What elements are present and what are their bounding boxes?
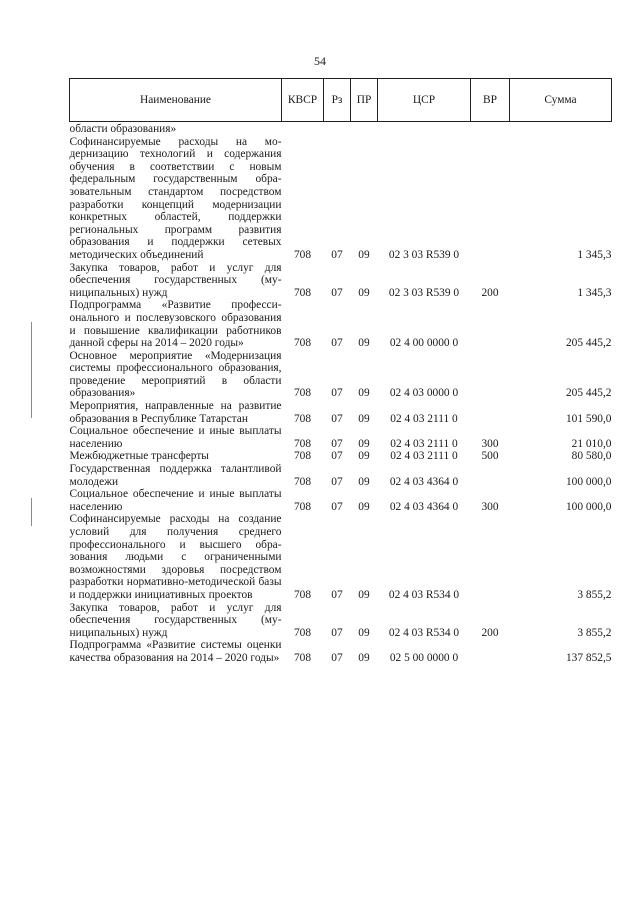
row-csr: 02 4 03 R534 0 (388, 626, 460, 639)
row-name: Закупка товаров, работ и услуг для обеспечения государственных (муниципальных) нужд (69, 261, 282, 299)
row-vr (471, 136, 510, 262)
row-rz: 07 (331, 588, 343, 601)
row-vr: 300 (481, 500, 499, 513)
header-vr: ВР (471, 79, 510, 122)
row-vr (471, 299, 510, 349)
row-name: Софинансируемые расходы на создание условий для получения среднего профессионального и высшего образования людьми с ограниченными возможностями здоровья посредством разработки нормативно-методической базы и поддержки инициативных проектов (69, 513, 282, 601)
row-sum: 100 000,0 (565, 475, 612, 488)
row-csr: 02 4 03 2111 0 (390, 412, 458, 425)
row-csr: 02 3 03 R539 0 (388, 248, 460, 261)
row-rz: 07 (331, 412, 343, 425)
row-rz: 07 (331, 475, 343, 488)
row-sum: 205 445,2 (565, 387, 612, 400)
row-kvsr: 708 (293, 387, 312, 400)
row-rz: 07 (331, 337, 343, 350)
table-row (70, 463, 612, 488)
row-pr: 09 (358, 475, 370, 488)
row-kvsr: 708 (293, 248, 312, 261)
row-sum: 101 590,0 (565, 412, 612, 425)
table-row (70, 136, 612, 262)
row-csr: 02 5 00 0000 0 (389, 651, 459, 664)
row-pr: 09 (358, 337, 370, 350)
table-row (70, 639, 612, 664)
row-pr: 09 (358, 412, 370, 425)
row-kvsr: 708 (293, 626, 312, 639)
row-rz: 07 (331, 626, 343, 639)
row-vr (471, 122, 510, 136)
row-name: области образования» (69, 123, 177, 135)
header-sum: Сумма (510, 79, 612, 122)
row-name: Подпрограмма «Развитие системы оценки качества образования на 2014 – 2020 годы» (69, 639, 282, 664)
row-pr: 09 (358, 588, 370, 601)
row-csr: 02 4 03 4364 0 (389, 475, 459, 488)
row-pr: 09 (358, 437, 370, 450)
row-vr (471, 400, 510, 425)
row-sum: 80 580,0 (571, 450, 612, 463)
table-row (70, 513, 612, 601)
row-rz: 07 (331, 248, 343, 261)
row-name: Подпрограмма «Развитие профессионального и послевузовского образования и повышение квалификации работников данной сферы на 2014 – 2020 годы» (69, 299, 282, 350)
header-pr: ПР (351, 79, 378, 122)
table-row (70, 425, 612, 450)
row-vr: 500 (481, 450, 499, 463)
header-rz: Рз (324, 79, 351, 122)
header-name: Наименование (70, 79, 282, 122)
row-pr: 09 (358, 626, 370, 639)
table-row (70, 350, 612, 400)
row-name: Государственная поддержка талантливой молодежи (69, 463, 282, 488)
row-csr: 02 4 00 0000 0 (389, 337, 459, 350)
row-sum: 1 345,3 (577, 248, 612, 261)
row-sum: 3 855,2 (577, 588, 612, 601)
row-pr: 09 (358, 500, 370, 513)
row-kvsr: 708 (293, 500, 312, 513)
row-name: Социальное обеспечение и иные выплаты населению (69, 425, 282, 450)
row-rz: 07 (331, 286, 343, 299)
table-row (70, 299, 612, 349)
row-vr (471, 513, 510, 601)
row-kvsr: 708 (293, 588, 312, 601)
row-csr: 02 3 03 R539 0 (388, 286, 460, 299)
table-row (70, 602, 612, 640)
scan-artifact-line (31, 322, 32, 418)
row-sum: 3 855,2 (577, 626, 612, 639)
row-name: Основное мероприятие «Модернизация системы профессионального образования, проведение мероприятий в области образования» (69, 349, 282, 400)
page-number: 54 (314, 54, 326, 68)
row-sum: 205 445,2 (565, 337, 612, 350)
budget-table (69, 78, 612, 665)
table-header-row (70, 79, 612, 122)
row-pr: 09 (358, 248, 370, 261)
row-vr (471, 463, 510, 488)
row-vr (471, 350, 510, 400)
row-rz: 07 (331, 500, 343, 513)
row-kvsr: 708 (293, 412, 312, 425)
row-pr: 09 (358, 286, 370, 299)
row-csr: 02 4 03 0000 0 (389, 387, 459, 400)
row-kvsr: 708 (293, 337, 312, 350)
row-kvsr: 708 (293, 450, 312, 463)
table-row (70, 122, 612, 136)
scan-artifact-line (31, 498, 32, 526)
table-row (70, 450, 612, 463)
row-sum: 100 000,0 (565, 500, 612, 513)
row-csr: 02 4 03 4364 0 (389, 500, 459, 513)
row-kvsr: 708 (293, 475, 312, 488)
header-csr: ЦСР (378, 79, 471, 122)
row-vr: 200 (481, 286, 499, 299)
row-name: Софинансируемые расходы на модернизацию технологий и содержания обучения в соответствии с новым федеральным государственным образовательным стандартом посредством разработки концепций модернизации конкретных областей, поддержки региональных программ развития образования и поддержки сетевых методических объединений (69, 135, 282, 261)
row-vr (471, 639, 510, 664)
row-pr: 09 (358, 450, 370, 463)
row-vr: 200 (481, 626, 499, 639)
row-sum (510, 122, 612, 136)
row-kvsr: 708 (293, 286, 312, 299)
row-rz (324, 122, 351, 136)
row-rz: 07 (331, 651, 343, 664)
row-sum: 21 010,0 (571, 437, 612, 450)
row-sum: 137 852,5 (565, 651, 612, 664)
row-csr: 02 4 03 2111 0 (390, 450, 458, 463)
row-rz: 07 (331, 387, 343, 400)
row-pr: 09 (358, 387, 370, 400)
row-name: Закупка товаров, работ и услуг для обеспечения государственных (муниципальных) нужд (69, 601, 282, 639)
row-name: Мероприятия, направленные на развитие образования в Республике Татарстан (69, 400, 282, 425)
row-vr: 300 (481, 437, 499, 450)
row-sum: 1 345,3 (577, 286, 612, 299)
row-rz: 07 (331, 437, 343, 450)
row-name: Социальное обеспечение и иные выплаты населению (69, 488, 282, 513)
row-kvsr: 708 (293, 437, 312, 450)
table-row (70, 400, 612, 425)
row-rz: 07 (331, 450, 343, 463)
row-name: Межбюджетные трансферты (69, 450, 209, 463)
row-kvsr: 708 (293, 651, 312, 664)
row-csr (378, 122, 471, 136)
header-kvsr: КВСР (282, 79, 324, 122)
row-csr: 02 4 03 R534 0 (388, 588, 460, 601)
table-row (70, 262, 612, 300)
table-row (70, 488, 612, 513)
row-csr: 02 4 03 2111 0 (390, 437, 458, 450)
row-kvsr (282, 122, 324, 136)
row-pr (351, 122, 378, 136)
row-pr: 09 (358, 651, 370, 664)
